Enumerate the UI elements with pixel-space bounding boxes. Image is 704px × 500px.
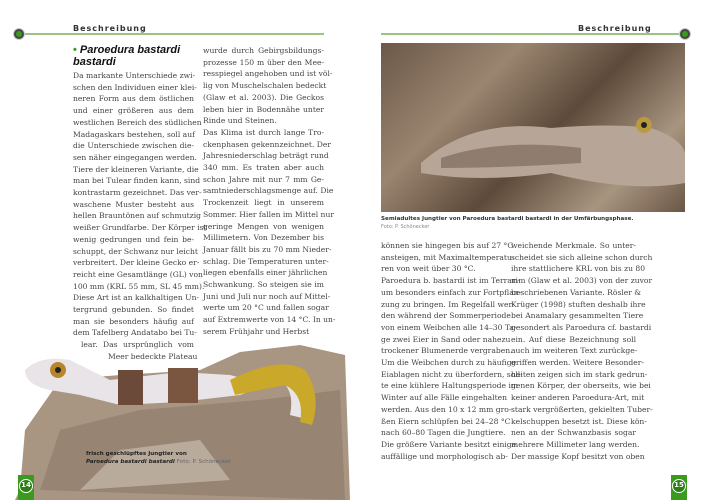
text-line: mehrere Millimeter lang werden. [511,439,640,449]
text-line: können sie hingegen bis auf 27 °C [381,241,514,250]
text-line: Januar fällt bis zu 70 mm Nieder- [203,244,332,254]
text-line: Um die Weibchen durch zu häufige [381,358,517,368]
text-line: Tiere der kleineren Variante, die [73,164,199,174]
text-line: beschriebenen Variante. Rösler & [511,287,642,297]
text-line: Eiablagen nicht zu überfordern, soll- [381,369,523,379]
text-line: ßen Eiern schlüpfen bei 24–28 °C [381,416,511,426]
text-line: mm (Glaw et al. 2003) von der zuvor [511,276,653,286]
text-line: Der massige Kopf besitzt von oben [511,451,645,461]
text-line: von einem Weibchen alle 14–30 Ta- [381,322,517,332]
text-line: Krüger (1998) stuften deshalb ihre [511,299,646,309]
section-title: • Paroedura bastardi bastardi [73,44,181,68]
text-line: man bei Tulear finden kann, sind [73,176,201,186]
text-line: ge zwei Eier in Sand oder nahezu [381,334,511,344]
left-column-2 [203,45,336,338]
text-line: kontrastarm gezeichnet. Das ver- [73,188,202,198]
text-line: genen Körper, der oberseits, wie bei [511,381,651,391]
text-line: wurde durch Gebirgsbildungs- [203,46,324,55]
text-line: schen den Individuen einer klei- [73,82,197,92]
text-line: Da markante Unterschiede zwi- [73,71,196,80]
text-line: Madagaskars bestehen, soll auf [73,129,195,139]
text-line: bei Anamalary gesammelten Tiere [511,311,644,321]
text-line: 340 mm. Es traten aber auch [203,163,324,173]
text-line: nach 60–80 Tagen die Jungtiere. [381,428,506,438]
running-header-right: Beschreibung [578,24,652,33]
text-line: (Glaw et al. 2003). Die Geckos [203,92,324,102]
text-line: die Unterschiede zwischen die- [73,141,194,151]
text-line: leben hier in Bodennähe unter [203,104,324,114]
text-line: sen näher eingegangen werden. [73,152,197,162]
header-rule-left [24,33,324,35]
text-line: keiner anderen Paroedura-Art, mit [511,393,645,403]
text-line: trockener Blumenerde vergraben. [381,346,513,356]
text-line: hellen Brauntönen auf schmutzig [73,211,201,221]
text-line: reicht eine Gesamtlänge (GL) von [73,269,203,279]
text-line: wenig gedrungen und fein be- [73,234,194,244]
text-line: ansteigen, mit Maximaltemperatu- [381,252,515,262]
text-line: te eine kühlere Haltungsperiode im [381,381,519,391]
text-line: 100 mm (KRL 55 mm, SL 45 mm). [73,281,205,291]
text-line: man sie besonders häufig auf [73,316,194,326]
gecko-photo-semiadult [381,43,685,212]
left-column-1 [73,70,207,363]
page-number-right: 15 [671,475,687,500]
photo-caption-right: Semiadultes Jungtier von Paroedura bastardi bastardi in der Umfärbungsphase. [381,216,634,222]
text-line: werte um 20 °C und fallen sogar [203,303,329,313]
text-line: Millimetern. Von Dezember bis [203,233,324,243]
photo-credit-right: Foto: P. Schönecker [381,224,430,230]
text-line: dem Tafelberg Andatabo bei Tu- [73,328,197,338]
text-line: resspiegel angehoben und ist völ- [203,69,333,79]
text-line: weißer Grundfarbe. Der Körper ist [73,223,207,233]
text-line: Winter auf alle Fälle eingehalten [381,393,508,403]
page-number-left: 14 [18,475,34,500]
header-bullet-icon [680,29,690,39]
text-line: Rinde und Steinen. [203,116,277,126]
text-line: Schwankung. So steigen sie im [203,280,324,290]
text-line: griffen werden. Weitere Besonder- [511,358,644,368]
header-bullet-icon [14,29,24,39]
text-line: auch im weiteren Text zurückge- [511,346,638,356]
text-line: kelschuppen besetzt ist. Diese kön- [511,416,647,426]
right-column-2 [511,240,653,462]
header-rule-right [381,33,681,35]
photo-caption-left: frisch geschlüpftes Jungtier von Paroedura bastardi bastardi Foto: P. Schönecker [86,451,231,465]
text-line: westlichen Bereich des südlichen [73,117,202,127]
text-line: Das Klima ist durch lange Tro- [203,127,324,137]
text-line: lig von Muschelschalen bedeckt [203,81,327,91]
text-line: ihre stattlichere KRL von bis zu 80 [511,264,646,274]
text-line: Diese Art ist an kalkhaltigen Un- [73,293,200,303]
text-line: Die größere Variante besitzt einige [381,439,517,449]
text-line: schon Jahre mit nur 7 mm Ge- [203,174,324,184]
text-line: ren von weit über 30 °C. [381,264,476,274]
text-line: Juni und Juli nur noch auf Mittel- [203,291,331,301]
text-line: gesondert als Paroedura cf. bastardi [511,322,652,332]
right-column-1 [381,240,523,462]
text-line: verbreitert. Der kleine Gecko er- [73,258,200,268]
text-line: prozesse 150 m über den Mee- [203,57,324,67]
text-line: weichende Merkmale. So unter- [511,241,636,250]
text-line: Trockenzeit liegt in unserem [203,198,324,208]
text-line: samtniederschlagsmenge auf. Die [203,186,334,196]
text-line: serem Frühjahr und Herbst [203,326,310,336]
text-line: schlag. Die Temperaturen unter- [203,256,329,266]
text-line: den während der Sommerperiode [381,311,511,321]
text-line: auffällige und morphologisch ab- [381,451,508,461]
text-line: zung zu bringen. Im Regelfall wer- [381,299,515,309]
text-line: scheidet sie sich alleine schon durch [511,252,653,262]
text-line: heiten zeigen sich im stark gedrun- [511,369,648,379]
text-line: um besonders einfach zur Fortpflan- [381,287,522,297]
text-line: ckenphasen gekennzeichnet. Der [203,139,331,149]
text-line: waschene Muster besteht aus [73,199,194,209]
text-line: schuppt, der Schwanz nur leicht [73,246,198,256]
text-line: auf Extremwerte von 14 °C. In un- [203,315,336,325]
text-line: neren Form aus dem östlichen [73,94,194,104]
text-line: nen an der Schwanzbasis sogar [511,428,636,438]
text-line: liegen ebenfalls einer jährlichen [203,268,328,278]
text-line: tergrund gebunden. So findet [73,305,194,315]
text-line: werden. Aus den 10 x 12 mm gro- [381,404,512,414]
text-line: geringe Mengen von wenigen [203,221,324,231]
text-line: stark vergrößerten, gekielten Tuber- [511,404,653,414]
text-line: ein. Auf diese Bezeichnung soll [511,334,636,344]
text-line: Meer bedeckte Plateau [108,351,198,361]
text-line: und einer größeren aus dem [73,106,194,116]
text-line: Paroedura b. bastardi ist im Terrari- [381,276,521,286]
text-line: Jahresniederschlag beträgt rund [203,151,329,161]
text-line: Sommer. Hier fallen im Mittel nur [203,209,334,219]
text-line: lear. Das ursprünglich vom [81,340,194,350]
running-header-left: Beschreibung [73,24,147,33]
gecko-photo-hatchling [0,340,360,500]
